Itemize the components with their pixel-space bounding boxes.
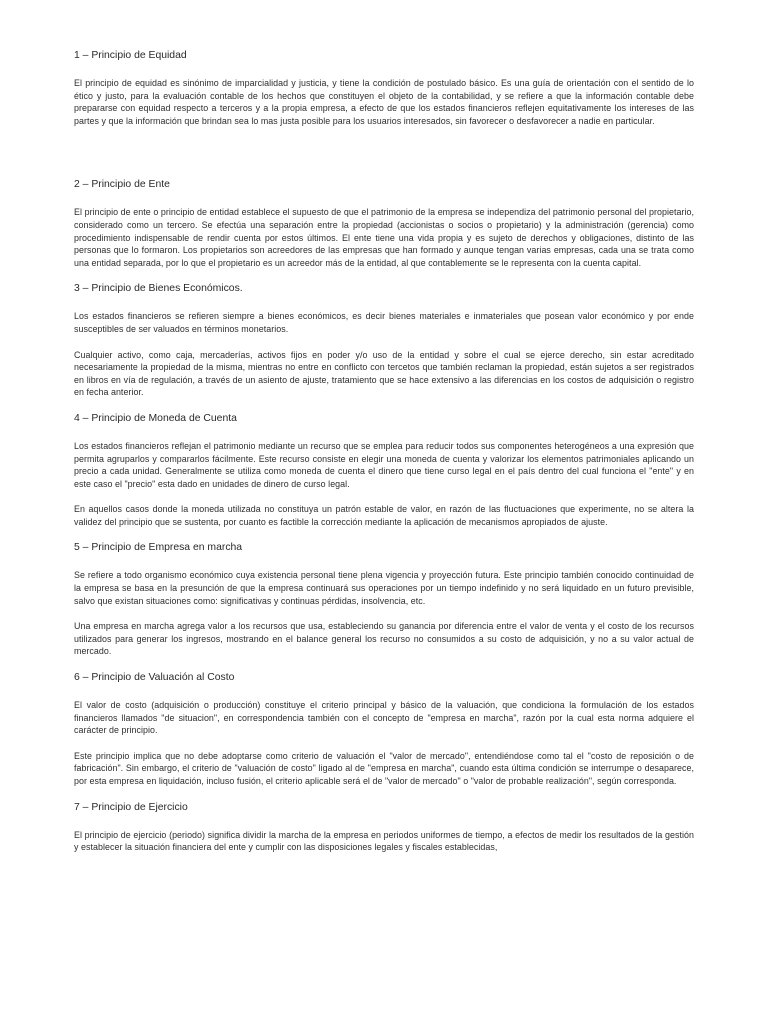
- paragraph-valuacion-al-costo-2: Este principio implica que no debe adoptarse como criterio de valuación el "valor de mercado", entendiéndose como tal el "costo de reposición o de fabricación". Sin embargo, el criterio de "valuación de costo" ligado al de "empresa en marcha", cuando esta última condición se interrumpe o desaparece, por esta empresa en liquidación, incluso fusión, el criterio aplicable será el de "valor de mercado" o "valor de probable realización", según corresponda.: [74, 750, 694, 786]
- paragraph-bienes-economicos-2: Cualquier activo, como caja, mercaderías, activos fijos en poder y/o uso de la entidad y sobre el cual se ejerce derecho, sin estar acreditado necesariamente la propiedad de la misma, mientras no entre en conflicto con tercetos que también reclaman la propiedad, están sujetos a ser registrados en libros en vía de regulación, a través de un asiento de ajuste, tratamiento que se hace extensivo a las diferencias en los costos de adquisición o registro en fecha anterior.: [74, 349, 694, 398]
- paragraph-empresa-en-marcha-1: Se refiere a todo organismo económico cuya existencia personal tiene plena vigencia y proyección futura. Este principio también conocido continuidad de la empresa se basa en la presunción de que la empresa continuará sus operaciones por un tiempo indefinido y no será liquidado en un futuro previsible, salvo que existan situaciones como: significativas y continuas pérdidas, insolvencia, etc.: [74, 570, 694, 606]
- section-heading-ejercicio: 7 – Principio de Ejercicio: [74, 801, 188, 813]
- section-heading-ente: 2 – Principio de Ente: [74, 179, 170, 191]
- paragraph-valuacion-al-costo-1: El valor de costo (adquisición o producción) constituye el criterio principal y básico de la valuación, que condiciona la formulación de los estados financieros llamados "de situacion", en correspondencia también con el concepto de "empresa en marcha", razón por la cual esta norma adquiere el carácter de principio.: [74, 700, 694, 736]
- paragraph-ejercicio-1: El principio de ejercicio (periodo) significa dividir la marcha de la empresa en periodos uniformes de tiempo, a efectos de medir los resultados de la gestión y establecer la situación financiera del ente y cumplir con las disposiciones legales y fiscales establecidas,: [74, 829, 694, 853]
- paragraph-moneda-de-cuenta-2: En aquellos casos donde la moneda utilizada no constituya un patrón estable de valor, en razón de las fluctuaciones que experimente, no se altera la validez del principio que se sustenta, por cuanto es factible la corrección mediante la aplicación de mecanismos apropiados de ajuste.: [74, 504, 694, 527]
- paragraph-ente-1: El principio de ente o principio de entidad establece el supuesto de que el patrimonio de la empresa se independiza del patrimonio personal del propietario, considerado como un tercero. Se efectúa una separación entre la propiedad (accionistas o socios o propietario) y la administración (gerencia) como procedimiento indispensable de rendir cuenta por estos últimos. El ente tiene una vida propia y es sujeto de derechos y obligaciones, distinto de las personas que lo formaron. Los propietarios son acreedores de las empresas que han formado y aunque tengan varias empresas, cada una se trata como una entidad separada, por lo que el propietario es un acreedor más de la entidad, al que contablemente se le representa con la cuenta capital.: [74, 207, 694, 268]
- section-heading-empresa-en-marcha: 5 – Principio de Empresa en marcha: [74, 542, 243, 554]
- paragraph-equidad-1: El principio de equidad es sinónimo de imparcialidad y justicia, y tiene la condición de postulado básico. Es una guía de orientación con el sentido de lo ético y justo, para la evaluación contable de los hechos que constituyen el objeto de la contabilidad, y se refiere a que la información contable debe prepararse con equidad respecto a terceros y a la propia empresa, a efecto de que los estados financieros reflejen equitativamente los intereses de las partes y que la información que brindan sea lo mas justa posible para los usuarios interesados, sin favorecer o desfavorecer a nadie en particular.: [74, 78, 694, 126]
- section-heading-valuacion-al-costo: 6 – Principio de Valuación al Costo: [74, 672, 235, 684]
- section-heading-moneda-de-cuenta: 4 – Principio de Moneda de Cuenta: [74, 412, 237, 424]
- paragraph-bienes-economicos-1: Los estados financieros se refieren siempre a bienes económicos, es decir bienes materiales e inmateriales que posean valor económico y por ende susceptibles de ser valuados en términos monetarios.: [74, 311, 694, 334]
- section-heading-bienes-economicos: 3 – Principio de Bienes Económicos.: [74, 283, 243, 295]
- section-heading-equidad: 1 – Principio de Equidad: [74, 50, 187, 61]
- paragraph-moneda-de-cuenta-1: Los estados financieros reflejan el patrimonio mediante un recurso que se emplea para reducir todos sus componentes heterogéneos a una expresión que permita agruparlos y compararlos fácilmente. Este recurso consiste en elegir una moneda de cuenta y valorizar los elementos patrimoniales aplicando un precio a cada unidad. Generalmente se utiliza como moneda de cuenta el dinero que tiene curso legal en el país dentro del cual funciona el "ente" y en este caso el "precio" esta dado en unidades de dinero de curso legal.: [74, 440, 694, 489]
- paragraph-empresa-en-marcha-2: Una empresa en marcha agrega valor a los recursos que usa, estableciendo su ganancia por diferencia entre el valor de venta y el costo de los recursos utilizados para generar los ingresos, mostrando en el balance general los recurso no consumidos a su costo de adquisición, y no a su valor actual de mercado.: [74, 621, 694, 657]
